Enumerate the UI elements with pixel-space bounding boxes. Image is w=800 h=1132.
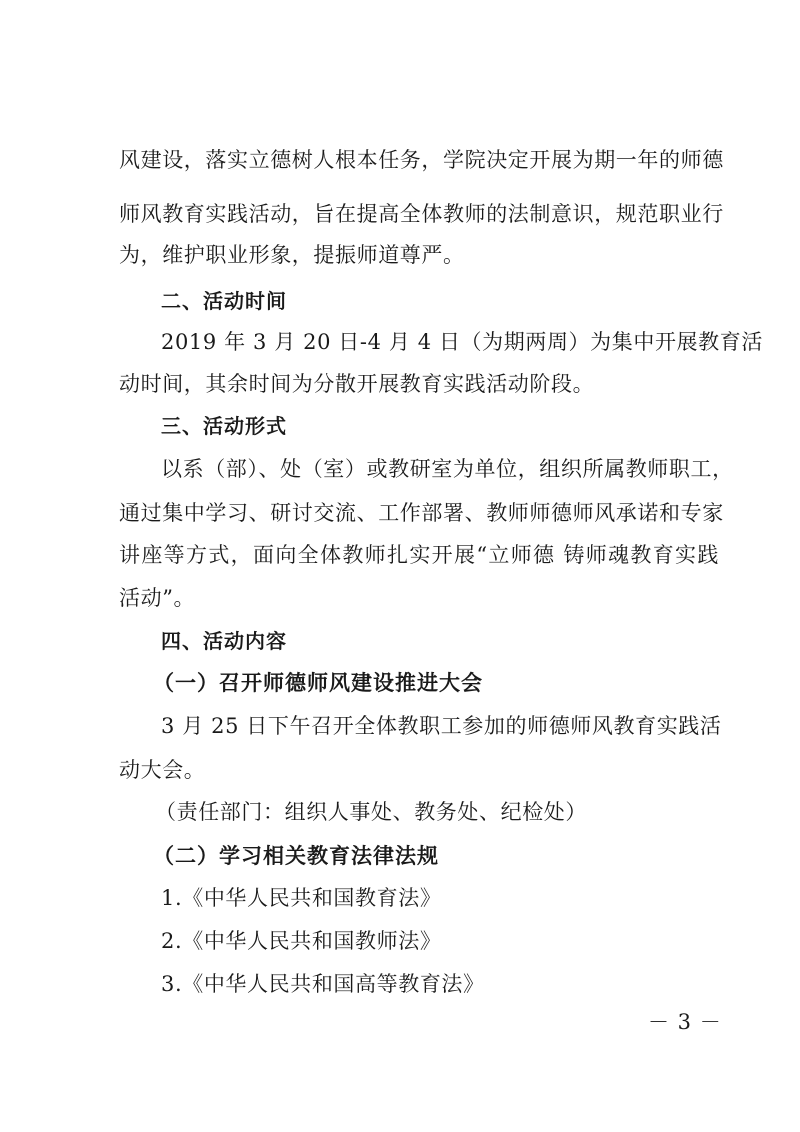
- list-item: 2.《中华人民共和国教师法》: [161, 929, 442, 953]
- paragraph-line: 风建设，落实立德树人根本任务，学院决定开展为期一年的师德: [119, 148, 724, 172]
- paragraph-line: 通过集中学习、研讨交流、工作部署、教师师德师风承诺和专家: [119, 501, 724, 525]
- paragraph-line: 师风教育实践活动，旨在提高全体教师的法制意识，规范职业行: [119, 202, 724, 226]
- section-heading-activity-time: 二、活动时间: [161, 289, 287, 313]
- paragraph-line: 动时间，其余时间为分散开展教育实践活动阶段。: [119, 372, 595, 396]
- paragraph-line: 动大会。: [119, 758, 206, 782]
- paragraph-line: 活动”。: [119, 586, 196, 610]
- paragraph-line: 为，维护职业形象，提振师道尊严。: [119, 243, 465, 267]
- list-item: 3.《中华人民共和国高等教育法》: [161, 972, 485, 996]
- section-heading-activity-form: 三、活动形式: [161, 414, 287, 438]
- paragraph-line: 以系（部）、处（室）或教研室为单位，组织所属教师职工，: [161, 457, 734, 481]
- sub-heading-promotion-meeting: （一）召开师德师风建设推进大会: [153, 670, 483, 695]
- responsibility-note: （责任部门：组织人事处、教务处、纪检处）: [155, 800, 587, 824]
- sub-heading-study-laws: （二）学习相关教育法律法规: [153, 843, 439, 868]
- list-item: 1.《中华人民共和国教育法》: [161, 886, 442, 910]
- paragraph-line: 2019 年 3 月 20 日-4 月 4 日（为期两周）为集中开展教育活: [161, 330, 763, 354]
- page-number: － 3 －: [648, 1010, 722, 1034]
- paragraph-line: 3 月 25 日下午召开全体教职工参加的师德师风教育实践活: [161, 714, 722, 738]
- section-heading-activity-content: 四、活动内容: [161, 629, 287, 653]
- paragraph-line: 讲座等方式，面向全体教师扎实开展“立师德 铸师魂教育实践: [119, 543, 719, 567]
